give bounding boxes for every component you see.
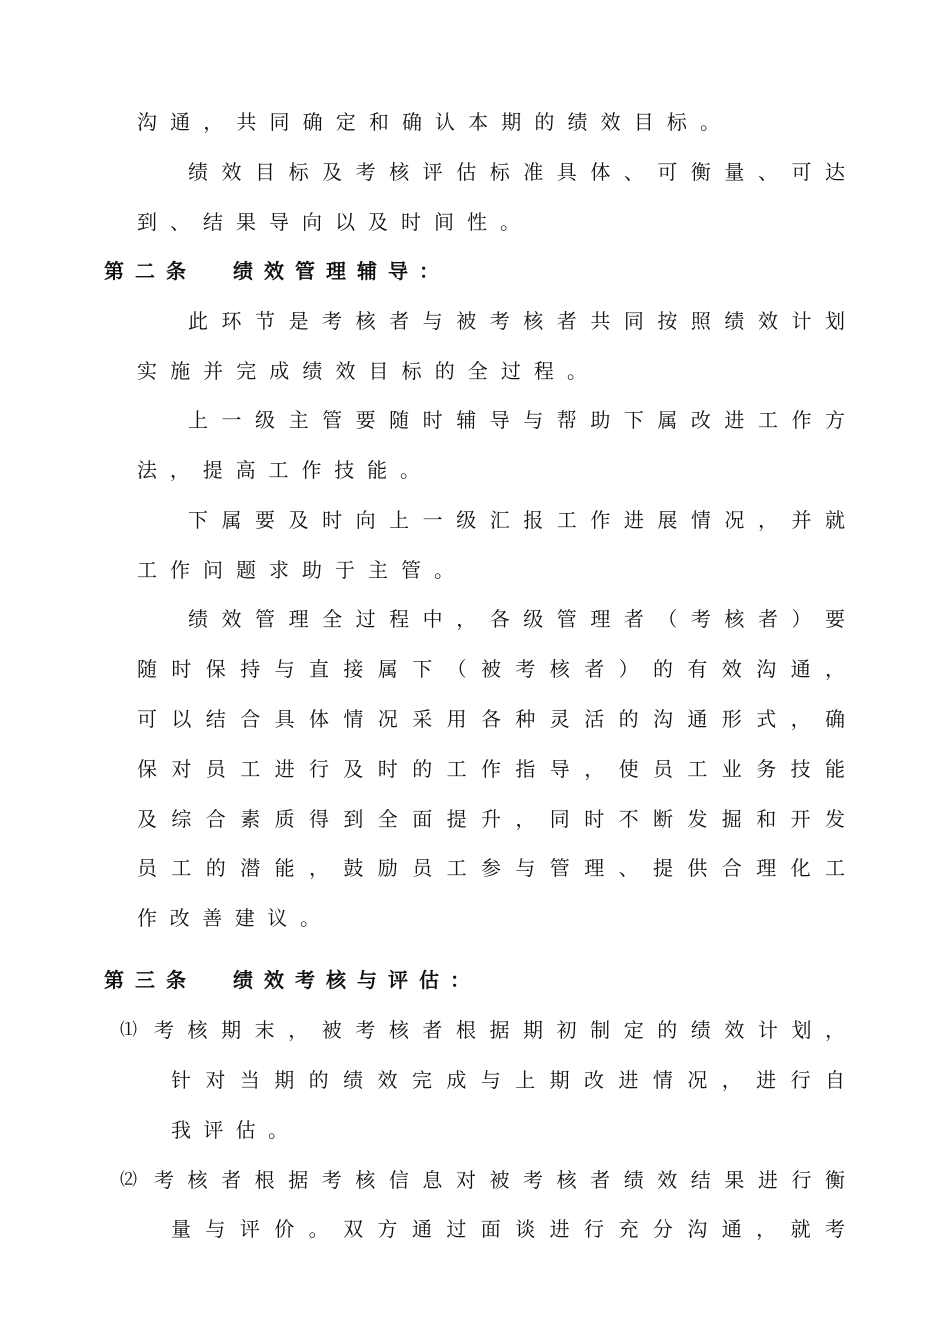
paragraph-line: 可以结合具体情况采用各种灵活的沟通形式，确 (137, 707, 845, 731)
paragraph-line: 到、结果导向以及时间性。 (137, 210, 520, 234)
paragraph-line: 绩效管理全过程中，各级管理者（考核者）要 (188, 607, 845, 631)
article-title: 绩效考核与评估： (233, 968, 481, 992)
paragraph-line: 沟通，共同确定和确认本期的绩效目标。 (137, 110, 720, 134)
paragraph-line: 此环节是考核者与被考核者共同按照绩效计划 (188, 309, 845, 333)
list-item-line: 针对当期的绩效完成与上期改进情况，进行自 (171, 1068, 845, 1092)
list-marker-1: ⑴ (120, 1020, 137, 1040)
paragraph-line: 及综合素质得到全面提升，同时不断发掘和开发 (137, 807, 845, 831)
paragraph-line: 实施并完成绩效目标的全过程。 (137, 359, 587, 383)
list-item-line: 考核者根据考核信息对被考核者绩效结果进行衡 (154, 1168, 845, 1192)
article-heading-2 (104, 256, 450, 286)
paragraph-line: 上一级主管要随时辅导与帮助下属改进工作方 (188, 408, 845, 432)
paragraph-line: 下属要及时向上一级汇报工作进展情况，并就 (188, 508, 845, 532)
list-marker-2: ⑵ (120, 1170, 137, 1190)
paragraph-line: 作改善建议。 (137, 906, 320, 930)
list-item-line: 我评估。 (171, 1118, 288, 1142)
article-heading-3 (104, 965, 481, 995)
article-title: 绩效管理辅导： (233, 259, 450, 283)
paragraph-line: 工作问题求助于主管。 (137, 558, 454, 582)
paragraph-line: 保对员工进行及时的工作指导，使员工业务技能 (137, 757, 845, 781)
list-item-line: 量与评价。双方通过面谈进行充分沟通，就考 (171, 1217, 845, 1241)
paragraph-line: 员工的潜能，鼓励员工参与管理、提供合理化工 (137, 856, 845, 880)
paragraph-line: 法，提高工作技能。 (137, 458, 420, 482)
list-item-line: 考核期末，被考核者根据期初制定的绩效计划， (154, 1018, 845, 1042)
paragraph-line: 绩效目标及考核评估标准具体、可衡量、可达 (188, 160, 845, 184)
article-number: 第二条 (104, 259, 197, 283)
article-number: 第三条 (104, 968, 197, 992)
paragraph-line: 随时保持与直接属下（被考核者）的有效沟通， (137, 657, 845, 681)
